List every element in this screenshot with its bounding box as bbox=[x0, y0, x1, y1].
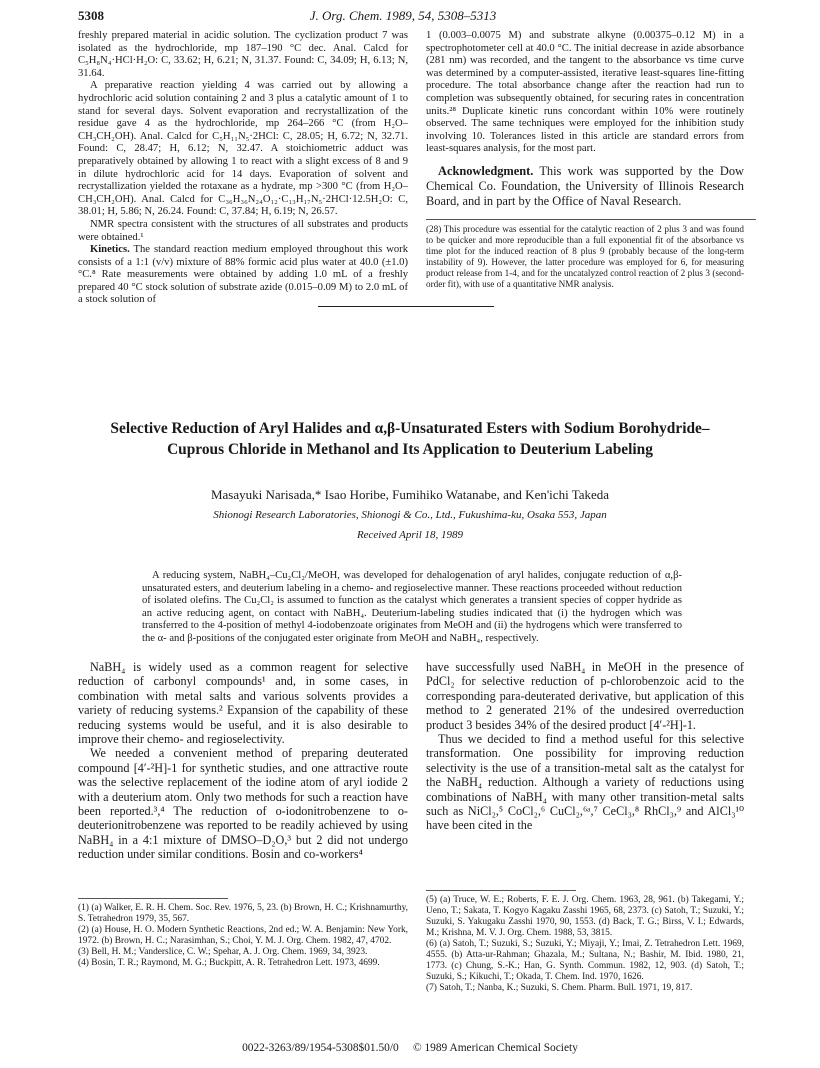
acknowledgment-paragraph bbox=[426, 164, 744, 209]
prev-right-paragraph: 1 (0.003–0.0075 M) and substrate alkyne (0.00375–0.12 M) in a spectrophotometer cell at 40.0 °C. The initial decrease in azide absorbance (281 nm) was recorded, and the tangent to the absorbance vs time curve was determined by a computer-assisted, iterative least-squares line-fitting procedure. The total absorbance change after the reaction had run to completion was subsequently obtained, for securing rates in concentration units.²⁸ Duplicate kinetic runs concordant within 10% were routinely observed. The same techniques were employed for the inhibition study involving 10. Tolerances listed in this article are standard errors from least-squares analysis, for the most part. bbox=[426, 30, 744, 155]
footnote-28: (28) This procedure was essential for the catalytic reaction of 2 plus 3 and was found to be quicker and more reproducible than a full exponential fit of the absorbance vs time plot for the induced reaction of 8 plus 9 (probably because of the long-term instability of 9). However, the latter procedure was employed for 6, for measuring product release from 1-4, and for the uncatalyzed control reaction of 2 plus 3 (second-order fit), with use of a quantitative NMR analysis. bbox=[426, 223, 744, 289]
body-paragraph-1: NaBH₄ is widely used as a common reagent for selective reduction of carbonyl compounds¹ and, in some cases, in combination with metal salts and various solvents provides a variety of reducing systems.² Expansion of the capability of these reducing systems would be useful, and it is also desirable to improve their chemo- and regioselectivity. bbox=[78, 660, 408, 747]
page-footer bbox=[0, 1042, 820, 1054]
footnote-3: (3) Bell, H. M.; Vanderslice, C. W.; Spehar, A. J. Org. Chem. 1969, 34, 3923. bbox=[78, 947, 368, 957]
prev-paragraph-3: NMR spectra consistent with the structures of all substrates and products were obtained.¹ bbox=[78, 218, 408, 243]
footnote-4: (4) Bosin, T. R.; Raymond, M. G.; Buckpitt, A. R. Tetrahedron Lett. 1973, 4699. bbox=[78, 958, 380, 968]
footnote-7: (7) Satoh, T.; Nanba, K.; Suzuki, S. Chem. Pharm. Bull. 1971, 19, 817. bbox=[426, 983, 693, 993]
acknowledgment-text: This work was supported by the Dow Chemical Co. Foundation, the University of Illinois Research Board, and in part by the Office of Naval Research. bbox=[426, 163, 744, 208]
acknowledgment-heading: Acknowledgment. bbox=[438, 163, 534, 178]
kinetics-paragraph bbox=[78, 244, 408, 307]
article-affiliation: Shionogi Research Laboratories, Shionogi & Co., Ltd., Fukushima-ku, Osaka 553, Japan bbox=[213, 509, 607, 521]
received-date: Received April 18, 1989 bbox=[356, 529, 464, 541]
footnote-6: (6) (a) Satoh, T.; Suzuki, S.; Suzuki, Y.; Miyaji, Y.; Imai, Z. Tetrahedron Lett. 1969, 4555. (b) Atta-ur-Rahman; Ghazala, M.; Sultana, N.; Bashir, M. Ibid. 1980, 21, 1773. (c) Chung, S.-K.; Han, G. Synth. Commun. 1982, 12, 903. (d) Satoh, T.; Suzuki, S.; Kikuchi, T.; Okada, T. Chem. Ind. 1970, 1626. bbox=[426, 939, 744, 982]
footnote-5: (5) (a) Truce, W. E.; Roberts, F. E. J. Org. Chem. 1963, 28, 961. (b) Takegami, Y.; Ueno, T.; Sakata, T. Kogyo Kagaku Zasshi 1965, 68, 2373. (c) Satoh, T.; Suzuki, Y.; Suzuki, S. Yakugaku Zasshi 1970, 90, 1553. (d) Back, T. G.; Birss, V. I.; Edwards, M.; Krishna, M. V. J. Org. Chem. 1988, 53, 3815. bbox=[426, 895, 744, 938]
prev-paragraph-2: A preparative reaction yielding 4 was carried out by allowing a hydrochloric acid solution containing 2 and 3 plus a catalytic amount of 1 to stand for several days. Solvent evaporation and recrystallization of the residue gave 4 as the hydrochloride, mp 264–266 °C (from H₂O–CH₃CH₂OH). Anal. Calcd for C₅H₁₁N₅·2HCl: C, 28.05; H, 6.72; N, 32.71. Found: C, 28.47; H, 6.12; N, 32.47. A stoichiometric adduct was preparatively obtained by allowing 1 to react with a slight excess of 8 and 9 in dilute hydrochloric acid for 14 days. Evaporation of solvent and recrystallization yielded the rotaxane as a hydrate, mp >300 °C (from H₂O–CH₃CH₂OH). Anal. Calcd for C₃₆H₃₆N₂₄O₁₂·C₁₃H₁₇N₅·2HCl·12.5H₂O: C, 38.01; H, 5.86; N, 26.24. Found: C, 37.84; H, 6.19; N, 26.57. bbox=[78, 80, 408, 218]
body-paragraph-4: Thus we decided to find a method useful for this selective transformation. One possibility for improving reduction selectivity is the use of a transition-metal salt as the catalyst for the NaBH₄ reduction. Although a variety of reductions using combinations of NaBH₄ with many other transition-metal salts such as NiCl₂,⁵ CoCl₂,⁶ CuCl₂,⁶ᵃ,⁷ CeCl₃,⁸ RhCl₃,⁹ and AlCl₃¹⁰ have been cited in the bbox=[426, 732, 744, 833]
kinetics-text: The standard reaction medium employed throughout this work consists of a 1:1 (v/v) mixture of 88% formic acid plus water at 40.0 (±1.0) °C.⁸ Rate measurements were obtained by adding 1.0 mL of a freshly prepared 40 °C stock solution of substrate azide (0.015–0.09 M) to 2.0 mL of a stock solution of bbox=[78, 244, 408, 306]
body-paragraph-2: We needed a convenient method of preparing deuterated compound [4′-²H]-1 for synthetic studies, and one attractive route was the selective replacement of the iodine atom of aryl iodide 2 with a deuterium atom. Only two methods for such a reaction have been reported.³,⁴ The reduction of o-iodonitrobenzene to o-deuterionitrobenzene was reported to be readily achieved by using NaBH₄ in a 4:1 mixture of DMSO–D₂O,³ but 2 did not undergo reduction under similar conditions. Bosin and co-workers⁴ bbox=[78, 746, 408, 862]
body-paragraph-3: have successfully used NaBH₄ in MeOH in the presence of PdCl₂ for selective reduction of p-chlorobenzoic acid to the corresponding para-deuterated derivative, but application of this method to 2 generated 21% of the undesired overreduction product 3 besides 34% of the desired product [4′-²H]-1. bbox=[426, 660, 744, 732]
article-divider bbox=[318, 306, 494, 307]
page-header bbox=[78, 8, 728, 26]
previous-article-left-column bbox=[78, 30, 408, 306]
article-abstract: A reducing system, NaBH₄–Cu₂Cl₂/MeOH, was developed for dehalogenation of aryl halides, conjugate reduction of α,β-unsaturated esters, and deuterium labeling in a chemo- and regioselective manner. These reactions proceeded without reduction of isolated olefins. The Cu₂Cl₂ is assumed to function as the catalyst which generates a transient species of copper hydride as an active reducing agent, on contact with NaBH₄. Deuterium-labeling studies indicated that (i) the hydrogen which was transferred to the 4-position of methyl 4-iodobenzoate originates from MeOH and (ii) the hydrogens which were transferred to the α- and β-positions of the conjugated ester originate from MeOH and NaBH₄, respectively. bbox=[142, 570, 682, 644]
article-title: Selective Reduction of Aryl Halides and α,β-Unsaturated Esters with Sodium Borohydride–Cuprous Chloride in Methanol and Its Application to Deuterium Labeling bbox=[110, 420, 710, 458]
footnotes-right bbox=[426, 890, 744, 1050]
kinetics-heading: Kinetics. bbox=[90, 244, 130, 256]
footnote-2: (2) (a) House, H. O. Modern Synthetic Reactions, 2nd ed.; W. A. Benjamin: New York, 1972. (b) Brown, H. C.; Narasimhan, S.; Choi, Y. M. J. Org. Chem. 1982, 47, 4702. bbox=[78, 925, 408, 946]
footnotes-left bbox=[78, 898, 408, 1038]
footnote-rule bbox=[426, 219, 756, 220]
footnote-1: (1) (a) Walker, E. R. H. Chem. Soc. Rev. 1976, 5, 23. (b) Brown, H. C.; Krishnamurthy, S. Tetrahedron 1979, 35, 567. bbox=[78, 903, 408, 924]
prev-paragraph-1: freshly prepared material in acidic solution. The cyclization product 7 was isolated as the hydrochloride, mp 187–190 °C dec. Anal. Calcd for C₅H₈N₄·HCl·H₂O: C, 33.62; H, 6.21; N, 31.37. Found: C, 34.09; H, 6.13; N, 31.64. bbox=[78, 30, 408, 79]
journal-citation: J. Org. Chem. 1989, 54, 5308–5313 bbox=[309, 8, 497, 23]
footnote-rule-left bbox=[78, 898, 228, 899]
page-number: 5308 bbox=[78, 8, 104, 23]
copyright: © 1989 American Chemical Society bbox=[412, 1042, 578, 1054]
previous-article-right-column bbox=[426, 30, 744, 360]
article-authors: Masayuki Narisada,* Isao Horibe, Fumihiko Watanabe, and Ken'ichi Takeda bbox=[210, 487, 610, 502]
article-code: 0022-3263/89/1954-5308$01.50/0 bbox=[242, 1042, 399, 1054]
footnote-rule-right bbox=[426, 890, 576, 891]
